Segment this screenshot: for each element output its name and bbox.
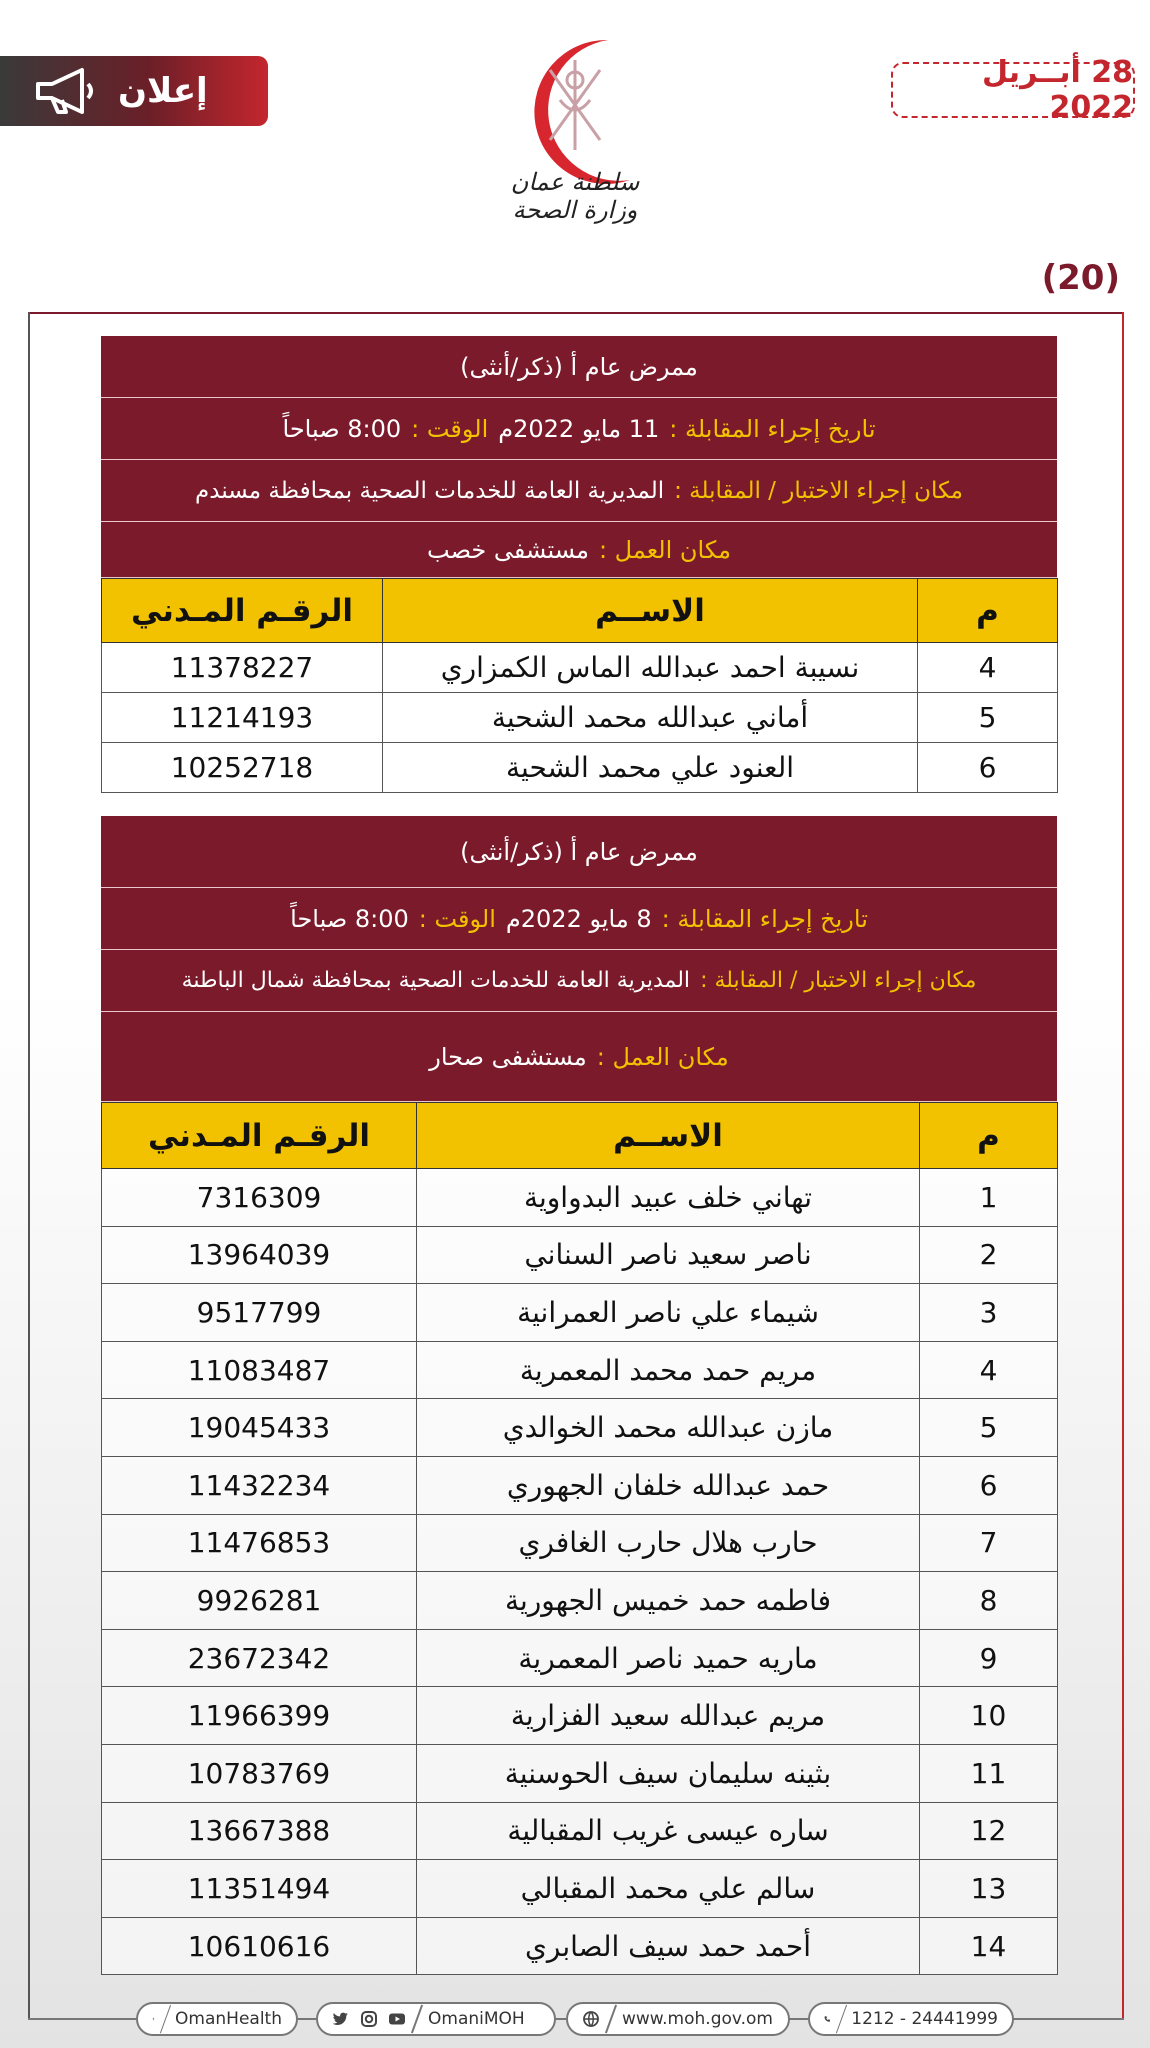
- frame-left-border: [28, 312, 30, 2020]
- candidate-name: ساره عيسى غريب المقبالية: [417, 1802, 920, 1860]
- civil-id: 23672342: [102, 1629, 417, 1687]
- footer-facebook[interactable]: [136, 2002, 298, 2036]
- workplace-label: مكان العمل :: [596, 1042, 729, 1071]
- website-url: www.moh.gov.om: [622, 2009, 773, 2029]
- table-row: [102, 1860, 1058, 1918]
- civil-id: 11214193: [102, 693, 383, 743]
- candidate-name: مريم عبدالله سعيد الفزارية: [417, 1687, 920, 1745]
- column-header-name: الاســم: [417, 1103, 920, 1169]
- table-row: [102, 1744, 1058, 1802]
- candidate-name: العنود علي محمد الشحية: [383, 743, 918, 793]
- date-value: 8 مايو 2022م: [505, 904, 652, 933]
- date-badge: 28 أبــريل 2022: [891, 62, 1135, 118]
- candidate-name: ناصر سعيد ناصر السناني: [417, 1226, 920, 1284]
- venue-label: مكان إجراء الاختبار / المقابلة :: [674, 477, 964, 504]
- venue-value: المديرية العامة للخدمات الصحية بمحافظة مسندم: [195, 477, 665, 504]
- candidate-name: فاطمه حمد خميس الجهورية: [417, 1572, 920, 1630]
- table-row: [102, 1226, 1058, 1284]
- phone-number: 1212 - 24441999: [851, 2009, 998, 2029]
- candidate-name: أماني عبدالله محمد الشحية: [383, 693, 918, 743]
- logo-line-2: وزارة الصحة: [512, 196, 638, 224]
- column-header-name: الاســم: [383, 579, 918, 643]
- row-number: 14: [920, 1917, 1058, 1975]
- civil-id: 13667388: [102, 1802, 417, 1860]
- megaphone-icon: [32, 66, 96, 116]
- venue-value: المديرية العامة للخدمات الصحية بمحافظة شمال الباطنة: [181, 968, 691, 993]
- candidates-table: [101, 1102, 1058, 1975]
- candidate-name: حمد عبدالله خلفان الجهوري: [417, 1456, 920, 1514]
- twitter-icon: [332, 2010, 350, 2028]
- candidate-name: ماريه حميد ناصر المعمرية: [417, 1629, 920, 1687]
- candidate-name: نسيبة احمد عبدالله الماس الكمزاري: [383, 643, 918, 693]
- youtube-icon: [388, 2010, 406, 2028]
- row-number: 6: [918, 743, 1058, 793]
- logo-line-1: سلطنة عمان: [510, 168, 640, 196]
- footer-website[interactable]: [566, 2002, 790, 2036]
- row-number: 8: [920, 1572, 1058, 1630]
- candidate-name: سالم علي محمد المقبالي: [417, 1860, 920, 1918]
- date-value: 11 مايو 2022م: [498, 414, 660, 443]
- candidates-table: [101, 578, 1058, 793]
- social-handle: OmaniMOH: [428, 2009, 525, 2029]
- table-row: [102, 1169, 1058, 1227]
- civil-id: 11432234: [102, 1456, 417, 1514]
- civil-id: 11351494: [102, 1860, 417, 1918]
- workplace-value: مستشفى خصب: [427, 535, 589, 564]
- civil-id: 10783769: [102, 1744, 417, 1802]
- civil-id: 11378227: [102, 643, 383, 693]
- table-row: [102, 1802, 1058, 1860]
- globe-icon: [582, 2010, 600, 2028]
- column-header-number: م: [920, 1103, 1058, 1169]
- venue-label: مكان إجراء الاختبار / المقابلة :: [700, 968, 977, 993]
- civil-id: 11476853: [102, 1514, 417, 1572]
- divider: [160, 2005, 171, 2033]
- civil-id: 13964039: [102, 1226, 417, 1284]
- section-title: ممرض عام أ (ذكر/أنثى): [101, 816, 1057, 888]
- table-row: [102, 643, 1058, 693]
- time-label: الوقت :: [418, 904, 496, 933]
- table-row: [102, 743, 1058, 793]
- frame-right-border: [1122, 312, 1124, 2020]
- civil-id: 9926281: [102, 1572, 417, 1630]
- civil-id: 10252718: [102, 743, 383, 793]
- civil-id: 10610616: [102, 1917, 417, 1975]
- footer-phone[interactable]: [808, 2002, 1014, 2036]
- workplace-row: [101, 1012, 1057, 1102]
- row-number: 9: [920, 1629, 1058, 1687]
- section-title: ممرض عام أ (ذكر/أنثى): [101, 336, 1057, 398]
- table-row: [102, 1341, 1058, 1399]
- date-label: تاريخ إجراء المقابلة :: [661, 904, 868, 933]
- section-sohar: [101, 816, 1057, 1975]
- candidate-name: شيماء علي ناصر العمرانية: [417, 1284, 920, 1342]
- venue-row: [101, 460, 1057, 522]
- civil-id: 9517799: [102, 1284, 417, 1342]
- candidate-name: أحمد حمد سيف الصابري: [417, 1917, 920, 1975]
- interview-date-row: [101, 888, 1057, 950]
- logo-text: [470, 168, 680, 224]
- candidate-name: تهاني خلف عبيد البدواوية: [417, 1169, 920, 1227]
- row-number: 4: [918, 643, 1058, 693]
- workplace-value: مستشفى صحار: [429, 1042, 587, 1071]
- footer-social[interactable]: [316, 2002, 556, 2036]
- facebook-icon: [152, 2010, 155, 2028]
- row-number: 1: [920, 1169, 1058, 1227]
- civil-id: 11966399: [102, 1687, 417, 1745]
- row-number: 13: [920, 1860, 1058, 1918]
- civil-id: 7316309: [102, 1169, 417, 1227]
- divider: [411, 2005, 423, 2034]
- civil-id: 19045433: [102, 1399, 417, 1457]
- table-row: [102, 1629, 1058, 1687]
- candidate-name: مريم حمد محمد المعمرية: [417, 1341, 920, 1399]
- table-row: [102, 1456, 1058, 1514]
- table-row: [102, 1399, 1058, 1457]
- table-row: [102, 1514, 1058, 1572]
- page-number: (20): [1041, 258, 1120, 298]
- row-number: 5: [918, 693, 1058, 743]
- announcement-badge: [0, 56, 268, 126]
- row-number: 6: [920, 1456, 1058, 1514]
- column-header-number: م: [918, 579, 1058, 643]
- table-row: [102, 1572, 1058, 1630]
- venue-row: [101, 950, 1057, 1012]
- row-number: 2: [920, 1226, 1058, 1284]
- divider: [605, 2005, 617, 2034]
- row-number: 10: [920, 1687, 1058, 1745]
- row-number: 7: [920, 1514, 1058, 1572]
- row-number: 11: [920, 1744, 1058, 1802]
- interview-date-row: [101, 398, 1057, 460]
- workplace-row: [101, 522, 1057, 578]
- announcement-label: إعلان: [118, 71, 208, 111]
- workplace-label: مكان العمل :: [598, 535, 731, 564]
- column-header-civil-id: الرقـم المـدني: [102, 579, 383, 643]
- row-number: 3: [920, 1284, 1058, 1342]
- time-value: 8:00 صباحاً: [282, 414, 402, 443]
- table-row: [102, 1687, 1058, 1745]
- date-label: تاريخ إجراء المقابلة :: [669, 414, 876, 443]
- instagram-icon: [360, 2010, 378, 2028]
- row-number: 5: [920, 1399, 1058, 1457]
- table-row: [102, 1284, 1058, 1342]
- candidate-name: بثينه سليمان سيف الحوسنية: [417, 1744, 920, 1802]
- row-number: 12: [920, 1802, 1058, 1860]
- time-label: الوقت :: [411, 414, 489, 443]
- table-row: [102, 1917, 1058, 1975]
- column-header-civil-id: الرقـم المـدني: [102, 1103, 417, 1169]
- phone-icon: [824, 2010, 831, 2028]
- civil-id: 11083487: [102, 1341, 417, 1399]
- frame-top-border: [28, 312, 1124, 314]
- row-number: 4: [920, 1341, 1058, 1399]
- candidate-name: مازن عبدالله محمد الخوالدي: [417, 1399, 920, 1457]
- table-row: [102, 693, 1058, 743]
- divider: [835, 2005, 846, 2033]
- facebook-handle: OmanHealth: [175, 2009, 282, 2029]
- section-khasab: [101, 336, 1057, 793]
- time-value: 8:00 صباحاً: [290, 904, 409, 933]
- candidate-name: حارب هلال حارب الغافري: [417, 1514, 920, 1572]
